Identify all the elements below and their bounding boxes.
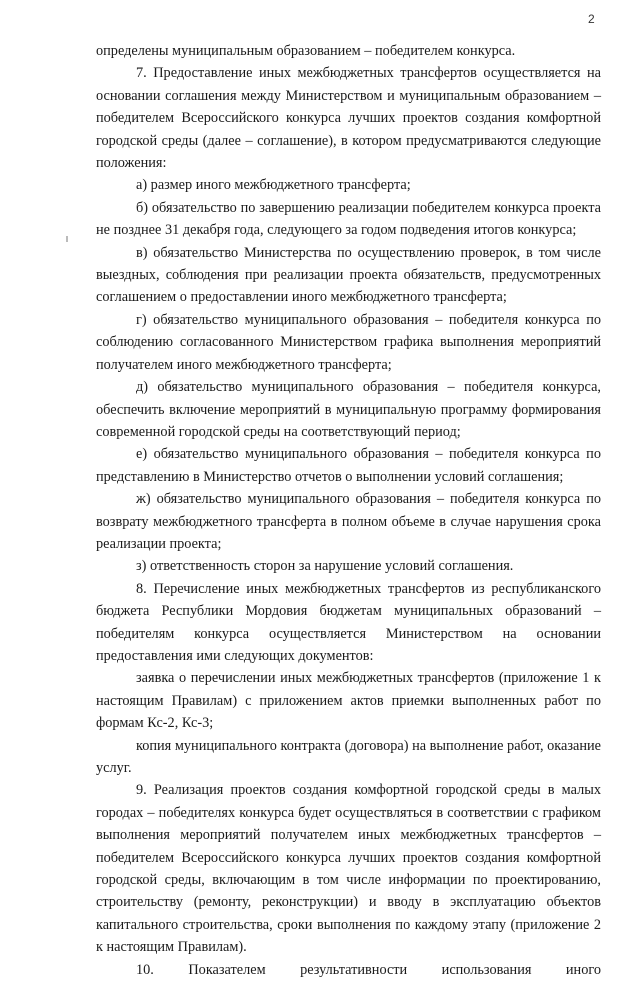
margin-mark [66,236,68,242]
document-item-request: заявка о перечислении иных межбюджетных трансфертов (приложение 1 к настоящим Правилам) с приложением актов приемки выполненных работ по формам Кс-2, Кс-3; [96,670,601,732]
paragraph-continuation: определены муниципальным образованием – победителем конкурса. [96,43,516,59]
paragraph-7: 7. Предоставление иных межбюджетных трансфертов осуществляется на основании соглашения между Министерством и муниципальным образованием – победителем Всероссийского конкурса лучших проектов создания комфортной городской среды (далее – соглашение), в котором предусматриваются следующие положения: [96,65,601,172]
item-a: а) размер иного межбюджетного трансферта; [136,177,411,194]
item-v: в) обязательство Министерства по осуществлению проверок, в том числе выездных, соблюдения при реализации проекта обязательств, предусмотренных соглашением о предоставлении иного межбюджетного трансферта; [96,244,601,306]
paragraph-10: 10. Показателем результативности использования иного [136,961,601,978]
page-number: 2 [588,12,595,26]
item-zh: ж) обязательство муниципального образования – победителя конкурса по возврату межбюджетного трансферта в полном объеме в случае нарушения срока реализации проекта; [96,491,601,552]
item-z: з) ответственность сторон за нарушение условий соглашения. [136,558,514,575]
document-item-contract: копия муниципального контракта (договора) на выполнение работ, оказание услуг. [96,737,601,776]
paragraph-9: 9. Реализация проектов создания комфортной городской среды в малых городах – победителях конкурса будет осуществляться в соответствии с графиком выполнения мероприятий получателем иных межбюджетных трансфертов – победителем Всероссийского конкурса лучших проектов создания комфортной городской среды, включающим в том числе информации по проектированию, строительству (ремонту, реконструкции) и вводу в эксплуатацию объектов капитального строительства, сроки выполнения по каждому этапу (приложение 2 к настоящим Правилам). [96,782,601,956]
document-body [96,40,601,981]
item-b: б) обязательство по завершению реализации победителем конкурса проекта не позднее 31 декабря года, следующего за годом подведения итогов конкурса; [96,199,601,239]
item-g: г) обязательство муниципального образования – победителя конкурса по соблюдению согласованного Министерством графика выполнения мероприятий получателем иного межбюджетного трансферта; [96,311,601,373]
item-e: е) обязательство муниципального образования – победителя конкурса по представлению в Министерство отчетов о выполнении условий соглашения; [96,446,601,485]
item-d: д) обязательство муниципального образования – победителя конкурса, обеспечить включение мероприятий в муниципальную программу формирования современной городской среды на соответствующий период; [96,379,601,440]
paragraph-8: 8. Перечисление иных межбюджетных трансфертов из республиканского бюджета Республики Мордовия бюджетам муниципальных образований – победителям конкурса осуществляется Министерством на основании предоставления ими следующих документов: [96,580,601,664]
